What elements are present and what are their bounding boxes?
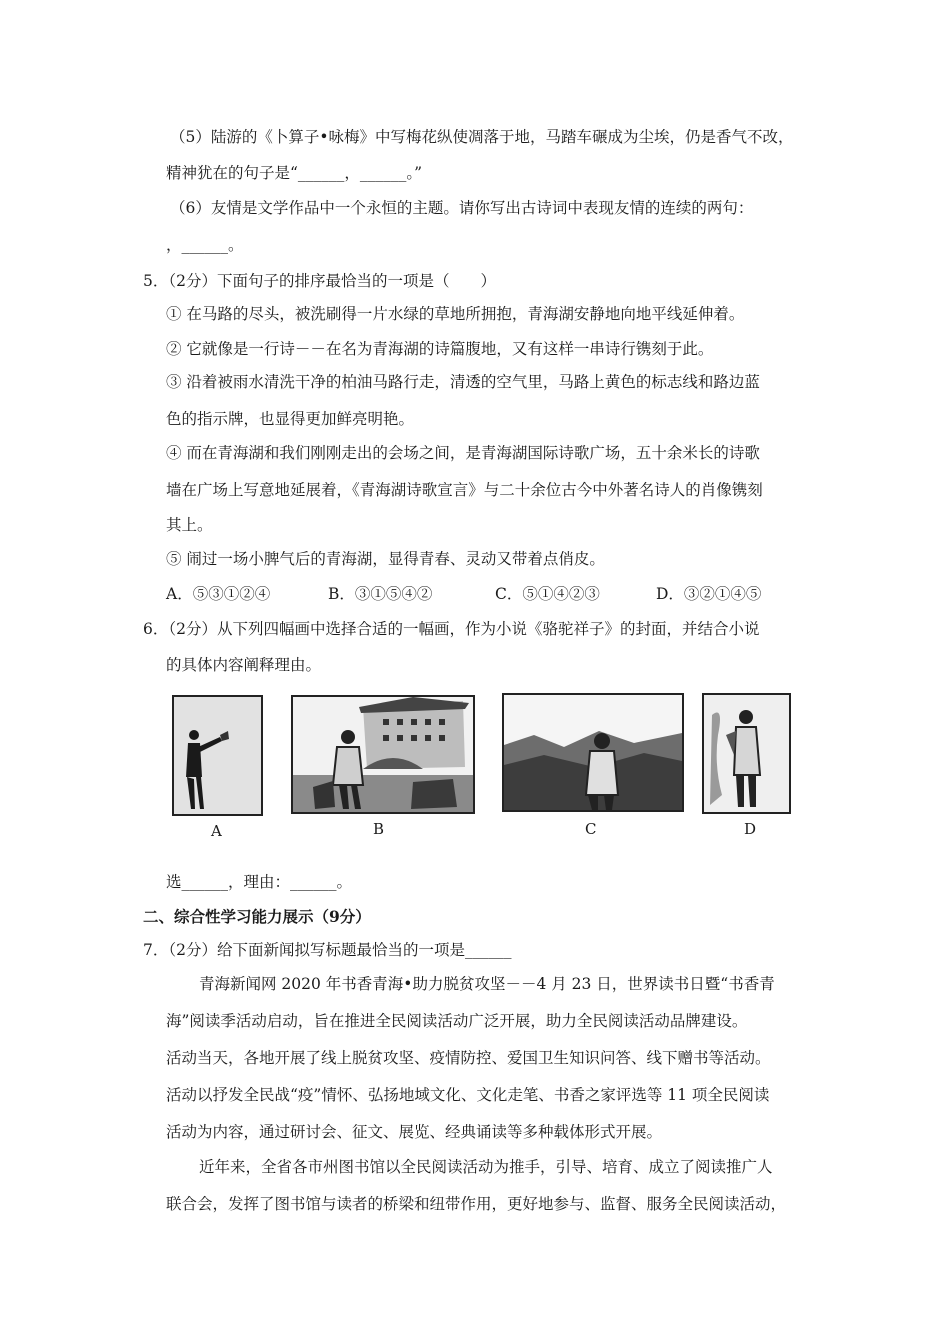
- q7-stem: 7．（2分）给下面新闻拟写标题最恰当的一项是______: [143, 941, 512, 959]
- q5-option-a: A．⑤③①②④: [166, 585, 271, 603]
- q7-p2-line2: 联合会，发挥了图书馆与读者的桥梁和纽带作用，更好地参与、监督、服务全民阅读活动，: [166, 1195, 787, 1213]
- q5-sentence-4-line2: 墙在广场上写意地延展着，《青海湖诗歌宣言》与二十余位古今中外著名诗人的肖像镌刻: [166, 481, 763, 499]
- q7-p2-line1: 近年来，全省各市州图书馆以全民阅读活动为推手，引导、培育、成立了阅读推广人: [199, 1158, 773, 1176]
- q6-stem-line2: 的具体内容阐释理由。: [166, 656, 322, 674]
- figure-c-label: C: [585, 820, 597, 838]
- figure-a-image: [172, 695, 263, 816]
- q7-p1-line3: 活动当天，各地开展了线上脱贫攻坚、疫情防控、爱国卫生知识问答、线下赠书等活动。: [166, 1049, 771, 1067]
- section2-heading: 二、综合性学习能力展示（9分）: [143, 907, 371, 926]
- q5-option-c: C．⑤①④②③: [495, 585, 600, 603]
- figure-a-label: A: [211, 822, 222, 840]
- figure-b-label: B: [373, 820, 385, 838]
- q6-stem-line1: 6．（2分）从下列四幅画中选择合适的一幅画，作为小说《骆驼祥子》的封面，并结合小说: [143, 620, 760, 638]
- q5-sentence-5: ⑤ 闹过一场小脾气后的青海湖，显得青春、灵动又带着点俏皮。: [166, 550, 605, 568]
- q5-option-b: B．③①⑤④②: [328, 585, 433, 603]
- figure-c-image: [502, 693, 684, 812]
- q6-answer-line: 选______，理由：______。: [166, 873, 353, 891]
- q5-sentence-4-line3: 其上。: [166, 516, 213, 534]
- q7-p1-line5: 活动为内容，通过研讨会、征文、展览、经典诵读等多种载体形式开展。: [166, 1123, 663, 1141]
- q4-item6-line1: （6）友情是文学作品中一个永恒的主题。请你写出古诗词中表现友情的连续的两句：: [170, 199, 754, 217]
- q5-sentence-2: ② 它就像是一行诗－－在名为青海湖的诗篇腹地，又有这样一串诗行镌刻于此。: [166, 340, 714, 358]
- q7-p1-line4: 活动以抒发全民战“疫”情怀、弘扬地域文化、文化走笔、书香之家评选等 11 项全民阅读: [166, 1086, 770, 1104]
- q7-p1-line2: 海”阅读季活动启动，旨在推进全民阅读活动广泛开展，助力全民阅读活动品牌建设。: [166, 1012, 748, 1030]
- q4-item5-line2: 精神犹在的句子是“______，______。”: [166, 164, 423, 182]
- q4-item6-line2: ，______。: [166, 236, 244, 254]
- figure-d-label: D: [744, 820, 757, 838]
- q5-option-d: D．③②①④⑤: [656, 585, 762, 603]
- q5-sentence-3-line1: ③ 沿着被雨水清洗干净的柏油马路行走，清透的空气里，马路上黄色的标志线和路边蓝: [166, 373, 760, 391]
- q7-p1-line1: 青海新闻网 2020 年书香青海•助力脱贫攻坚－－4 月 23 日，世界读书日暨“书香青: [199, 975, 775, 993]
- q5-sentence-3-line2: 色的指示牌，也显得更加鲜亮明艳。: [166, 410, 415, 428]
- figure-b-image: [291, 695, 475, 814]
- figure-d-image: [702, 693, 791, 814]
- q5-sentence-1: ① 在马路的尽头，被洗刷得一片水绿的草地所拥抱，青海湖安静地向地平线延伸着。: [166, 305, 745, 323]
- q4-item5-line1: （5）陆游的《卜算子•咏梅》中写梅花纵使凋落于地，马踏车碾成为尘埃，仍是香气不改，: [170, 128, 794, 146]
- q5-stem: 5．（2分）下面句子的排序最恰当的一项是（ ）: [143, 272, 496, 290]
- q5-sentence-4-line1: ④ 而在青海湖和我们刚刚走出的会场之间，是青海湖国际诗歌广场，五十余米长的诗歌: [166, 444, 760, 462]
